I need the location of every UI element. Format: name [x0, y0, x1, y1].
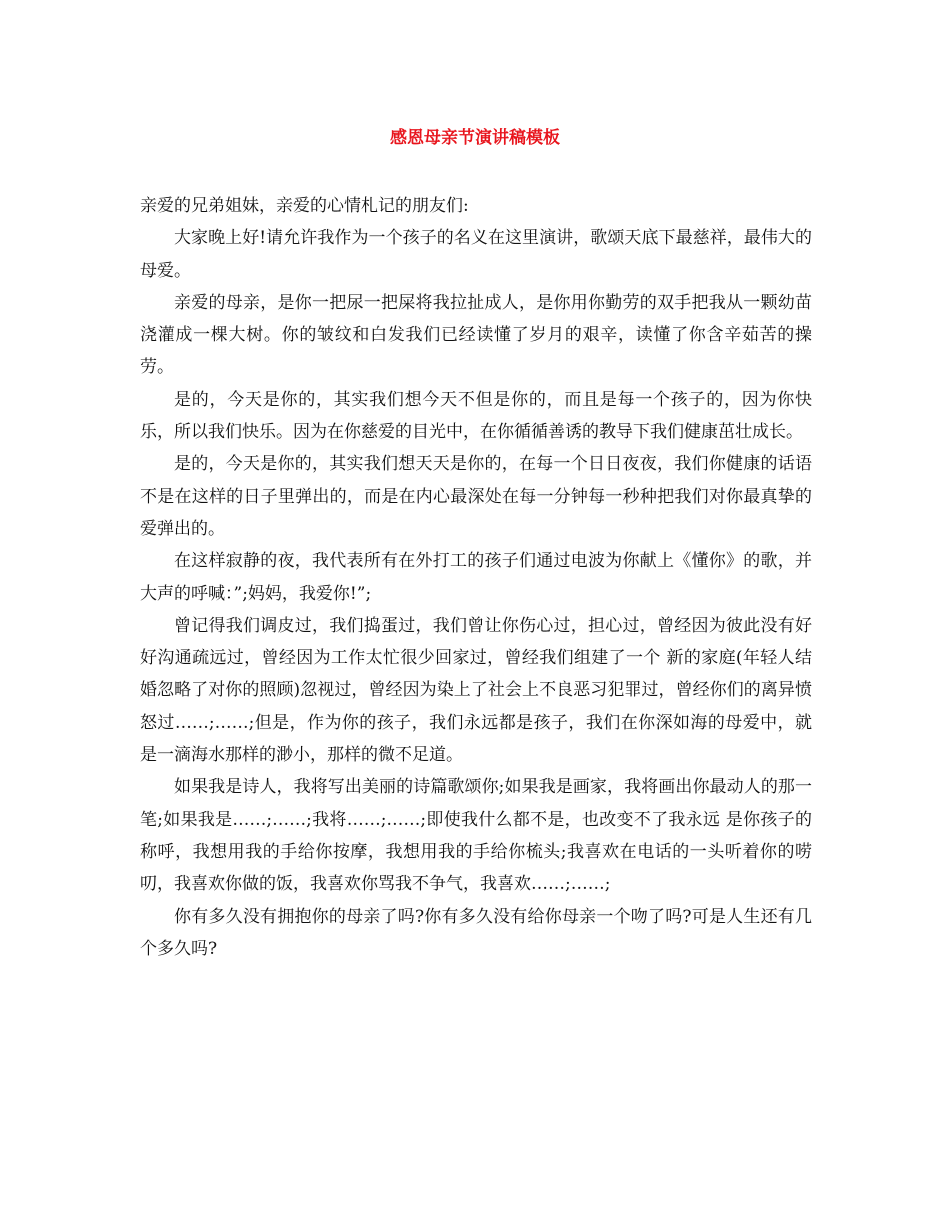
document-body [140, 190, 812, 965]
paragraph-if-i-were-poet: 如果我是诗人，我将写出美丽的诗篇歌颂你;如果我是画家，我将画出你最动人的那一笔;如果我是……;……;我将……;……;即使我什么都不是，也改变不了我永远 是你孩子的称呼，我想用我的手给你按摩，我想用我的手给你梳头;我喜欢在电话的一头听着你的唠叨，我喜欢你做的饭，我喜欢你骂我不争气，我喜欢……;……; [140, 777, 812, 895]
paragraph-mother-labor: 亲爱的母亲，是你一把尿一把屎将我拉扯成人，是你用你勤劳的双手把我从一颗幼苗浇灌成一棵大树。你的皱纹和白发我们已经读懂了岁月的艰辛，读懂了你含辛茹苦的操劳。 [140, 292, 812, 378]
paragraph-remembering: 曾记得我们调皮过，我们捣蛋过，我们曾让你伤心过，担心过，曾经因为彼此没有好好沟通疏远过，曾经因为工作太忙很少回家过，曾经我们组建了一个 新的家庭(年轻人结婚忽略了对你的照顾)忽视过，曾经因为染上了社会上不良恶习犯罪过，曾经你们的离异愤怒过……;……;但是，作为你的孩子，我们永远都是孩子，我们在你深如海的母爱中，就是一滴海水那样的渺小，那样的微不足道。 [140, 615, 812, 766]
document-title: 感恩母亲节演讲稿模板 [390, 128, 560, 148]
paragraph-every-day: 是的，今天是你的，其实我们想天天是你的，在每一个日日夜夜，我们你健康的话语不是在这样的日子里弹出的，而是在内心最深处在每一分钟每一秒种把我们对你最真挚的爱弹出的。 [140, 454, 812, 539]
paragraph-greeting: 大家晚上好!请允许我作为一个孩子的名义在这里演讲，歌颂天底下最慈祥，最伟大的母爱。 [140, 228, 812, 281]
paragraph-today-every-child: 是的，今天是你的，其实我们想今天不但是你的，而且是每一个孩子的，因为你快乐，所以我们快乐。因为在你慈爱的目光中，在你循循善诱的教导下我们健康茁壮成长。 [140, 389, 812, 443]
paragraph-how-long: 你有多久没有拥抱你的母亲了吗?你有多久没有给你母亲一个吻了吗?可是人生还有几个多久吗? [140, 906, 812, 959]
salutation: 亲爱的兄弟姐妹，亲爱的心情札记的朋友们: [140, 196, 469, 216]
paragraph-song-dedication: 在这样寂静的夜，我代表所有在外打工的孩子们通过电波为你献上《懂你》的歌，并大声的呼喊：”;妈妈，我爱你!”; [140, 551, 812, 604]
